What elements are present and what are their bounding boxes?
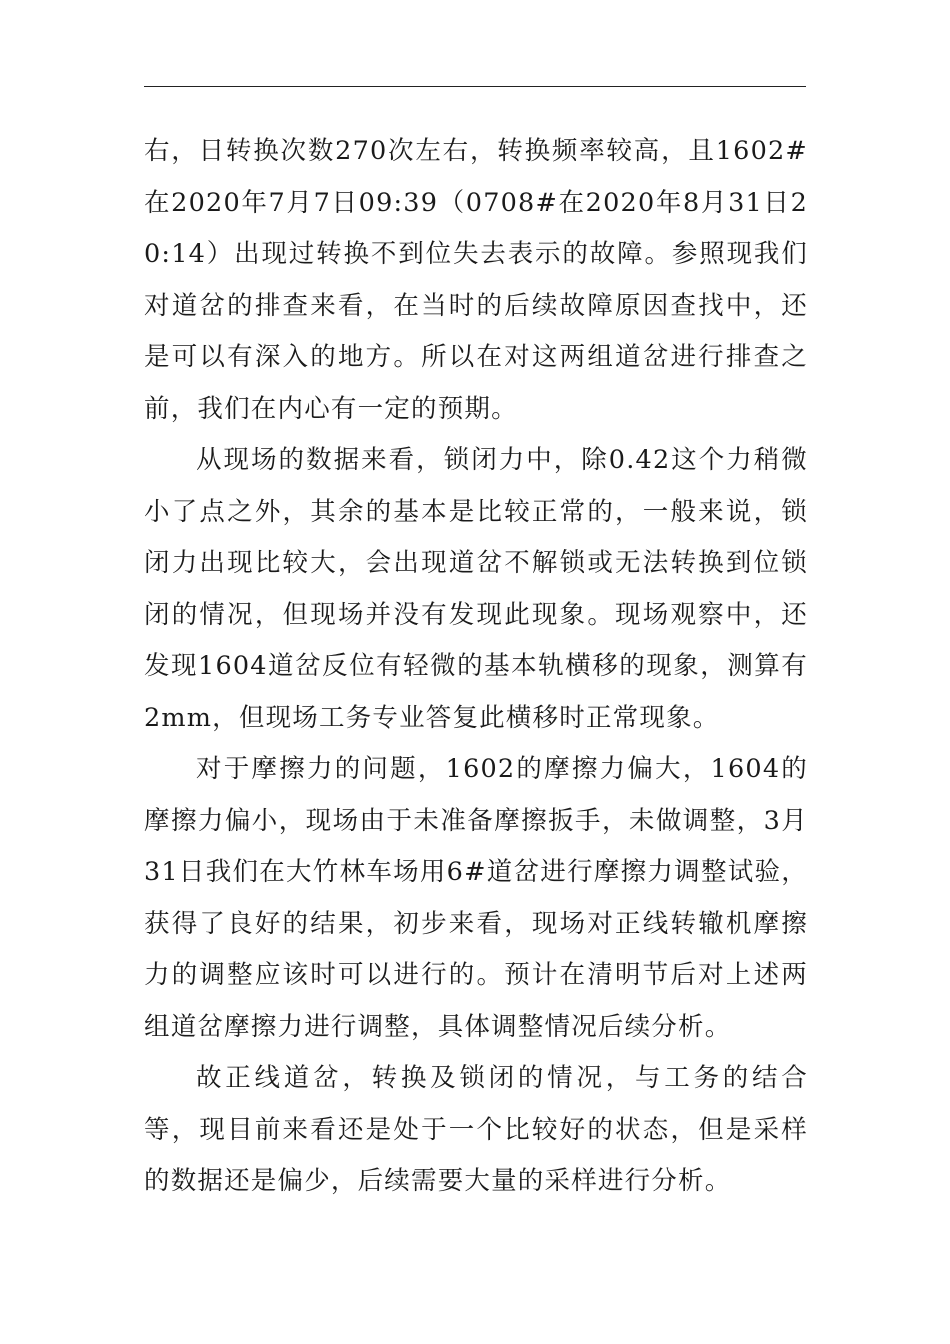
header-rule	[144, 86, 806, 87]
paragraph-continued: 右，日转换次数270次左右，转换频率较高，且1602#在2020年7月7日09:39（0708#在2020年8月31日20:14）出现过转换不到位失去表示的故障。参照现我们对道岔的排查来看，在当时的后续故障原因查找中，还是可以有深入的地方。所以在对这两组道岔进行排查之前，我们在内心有一定的预期。	[144, 136, 808, 424]
paragraph: 对于摩擦力的问题，1602的摩擦力偏大，1604的摩擦力偏小，现场由于未准备摩擦扳手，未做调整，3月31日我们在大竹林车场用6#道岔进行摩擦力调整试验，获得了良好的结果，初步来看，现场对正线转辙机摩擦力的调整应该时可以进行的。预计在清明节后对上述两组道岔摩擦力进行调整，具体调整情况后续分析。	[144, 754, 808, 1042]
paragraph: 故正线道岔，转换及锁闭的情况，与工务的结合等，现目前来看还是处于一个比较好的状态，但是采样的数据还是偏少，后续需要大量的采样进行分析。	[144, 1063, 808, 1196]
document-body	[144, 126, 808, 1208]
paragraph: 从现场的数据来看，锁闭力中，除0.42这个力稍微小了点之外，其余的基本是比较正常的，一般来说，锁闭力出现比较大，会出现道岔不解锁或无法转换到位锁闭的情况，但现场并没有发现此现象。现场观察中，还发现1604道岔反位有轻微的基本轨横移的现象，测算有2mm，但现场工务专业答复此横移时正常现象。	[144, 445, 808, 733]
